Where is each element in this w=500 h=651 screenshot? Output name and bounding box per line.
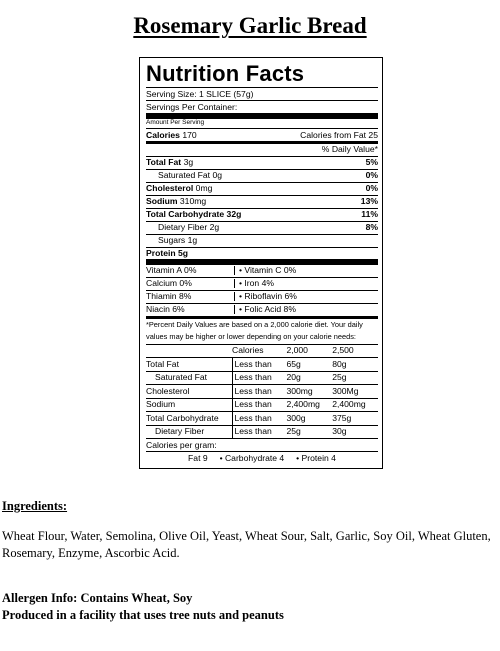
table-cell <box>146 345 232 358</box>
product-title-text: Rosemary Garlic Bread <box>133 13 367 38</box>
nutrient-amount: 310mg <box>179 196 207 207</box>
nutrient-name: Sugars <box>158 235 186 246</box>
calories-row <box>146 129 378 144</box>
table-cell: Cholesterol <box>146 385 232 399</box>
nutrient-amount: 1g <box>187 235 198 246</box>
vitamin-left: Calcium 0% <box>146 279 235 288</box>
table-row <box>146 358 378 372</box>
vitamin-left: Vitamin A 0% <box>146 266 235 275</box>
nutrient-row-sodium <box>146 196 378 209</box>
nutrient-amount: 5g <box>178 247 189 258</box>
table-cell: Less than <box>232 385 286 399</box>
vitamin-row <box>146 291 378 304</box>
table-cell: 20g <box>286 371 332 385</box>
nutrient-name: Sodium <box>146 196 178 207</box>
table-cell: 375g <box>332 412 378 426</box>
vitamin-row <box>146 265 378 278</box>
table-cell: 30g <box>332 425 378 439</box>
table-row <box>146 385 378 399</box>
table-cell: 25g <box>332 371 378 385</box>
table-cell: Saturated Fat <box>146 371 232 385</box>
table-cell: 2,500 <box>332 345 378 358</box>
table-cell: Total Carbohydrate <box>146 412 232 426</box>
nutrient-name: Total Carbohydrate <box>146 209 225 220</box>
ingredients-heading: Ingredients: <box>2 499 68 513</box>
table-cell: Less than <box>232 412 286 426</box>
table-cell: 80g <box>332 358 378 372</box>
serving-size-text: Serving Size: 1 SLICE (57g) <box>146 88 254 99</box>
amount-per-serving-text: Amount Per Serving <box>146 119 205 127</box>
daily-value-footnote: *Percent Daily Values are based on a 2,000 calorie diet. Your daily values may be higher or lower depending on your calorie needs: <box>146 319 378 345</box>
table-cell: 65g <box>286 358 332 372</box>
table-cell: Sodium <box>146 398 232 412</box>
daily-value-header <box>146 144 378 157</box>
vitamin-row <box>146 304 378 319</box>
vitamin-left: Thiamin 8% <box>146 292 235 301</box>
table-row <box>146 412 378 426</box>
table-row <box>146 371 378 385</box>
nutrient-amount: 2g <box>209 222 220 233</box>
nutrient-row-protein <box>146 248 378 265</box>
calories-per-gram-label-text: Calories per gram: <box>146 439 217 450</box>
daily-values-table <box>146 345 378 440</box>
servings-per-container <box>146 101 378 119</box>
nutrient-amount: 0g <box>212 170 223 181</box>
table-cell: Less than <box>232 398 286 412</box>
nutrient-name: Total Fat <box>146 157 182 168</box>
daily-values-header-row <box>146 345 378 358</box>
table-cell: 2,400mg <box>332 398 378 412</box>
vitamin-right: • Folic Acid 8% <box>239 304 296 315</box>
amount-per-serving <box>146 119 378 129</box>
nutrient-amount: 32g <box>226 209 242 220</box>
nutrient-dv: 8% <box>365 222 378 233</box>
facility-note: Produced in a facility that uses tree nuts and peanuts <box>2 608 284 622</box>
nutrient-dv: 0% <box>365 183 378 194</box>
ingredients-text: Wheat Flour, Water, Semolina, Olive Oil, Yeast, Wheat Sour, Salt, Garlic, Soy Oil, Wheat Gluten, Rosemary, Enzyme, Ascorbic Acid. <box>2 529 491 560</box>
nutrition-facts-heading: Nutrition Facts <box>146 60 378 88</box>
product-title <box>0 13 500 39</box>
nutrient-name: Cholesterol <box>146 183 194 194</box>
nutrient-name: Dietary Fiber <box>158 222 208 233</box>
serving-size <box>146 88 378 101</box>
table-cell: Less than <box>232 358 286 372</box>
nutrient-name: Protein <box>146 247 176 258</box>
calories-label: Calories <box>146 129 180 140</box>
table-row <box>146 398 378 412</box>
nutrient-row-total-fat <box>146 157 378 170</box>
table-cell: Dietary Fiber <box>146 425 232 439</box>
table-cell: Total Fat <box>146 358 232 372</box>
table-cell: 300Mg <box>332 385 378 399</box>
nutrient-name: Saturated Fat <box>158 170 211 181</box>
nutrient-row-cholesterol <box>146 183 378 196</box>
table-cell: 25g <box>286 425 332 439</box>
vitamin-right: • Iron 4% <box>239 278 275 289</box>
nutrient-row-saturated-fat <box>146 170 378 183</box>
nutrient-row-sugars <box>146 235 378 248</box>
table-cell: Calories <box>232 345 286 358</box>
table-cell: Less than <box>232 371 286 385</box>
calories-per-gram-label <box>146 439 378 452</box>
table-cell: 300mg <box>286 385 332 399</box>
nutrient-dv: 11% <box>361 209 378 220</box>
table-cell: 2,000 <box>286 345 332 358</box>
calories-from-fat: Calories from Fat 25 <box>300 129 378 140</box>
table-cell: 2,400mg <box>286 398 332 412</box>
table-cell: 300g <box>286 412 332 426</box>
nutrient-row-dietary-fiber <box>146 222 378 235</box>
nutrition-label <box>139 57 383 469</box>
nutrient-amount: 3g <box>183 157 194 168</box>
calories-per-gram: Fat 9 • Carbohydrate 4 • Protein 4 <box>188 453 336 463</box>
nutrient-dv: 0% <box>365 170 378 181</box>
nutrient-dv: 5% <box>365 157 378 168</box>
nutrient-amount: 0mg <box>195 183 213 194</box>
allergen-section <box>2 590 284 624</box>
table-cell: Less than <box>232 425 286 439</box>
calories-value: 170 <box>182 129 197 140</box>
allergen-info: Allergen Info: Contains Wheat, Soy <box>2 591 193 605</box>
nutrient-dv: 13% <box>360 196 378 207</box>
servings-per-container-text: Servings Per Container: <box>146 101 238 112</box>
daily-value-header-text: % Daily Value* <box>321 144 378 155</box>
vitamin-right: • Vitamin C 0% <box>239 265 297 276</box>
vitamin-left: Niacin 6% <box>146 305 235 314</box>
vitamin-row <box>146 278 378 291</box>
vitamin-right: • Riboflavin 6% <box>239 291 297 302</box>
table-row <box>146 425 378 439</box>
nutrient-row-total-carbohydrate <box>146 209 378 222</box>
